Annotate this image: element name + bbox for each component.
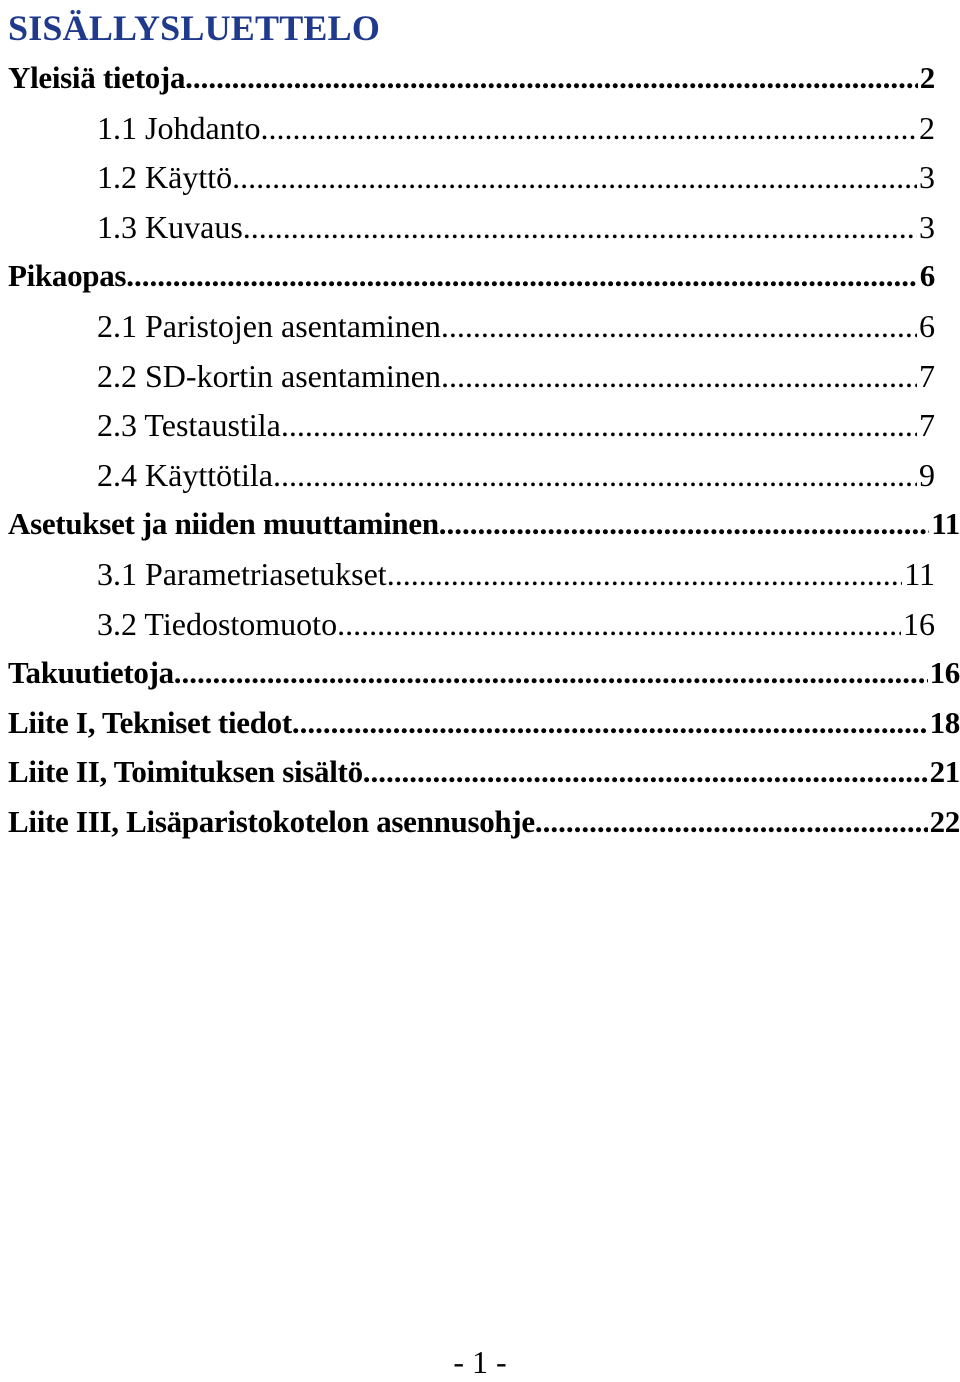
toc-entry-page: 3 <box>919 159 935 196</box>
toc-dot-leader <box>337 606 901 643</box>
toc-entry[interactable] <box>0 754 960 804</box>
toc-dot-leader <box>261 110 917 147</box>
toc-entry-label: 2.2 SD-kortin asentaminen <box>97 357 441 394</box>
toc-entry-page: 3 <box>919 208 935 245</box>
toc-entry[interactable] <box>0 506 960 556</box>
toc-entry-label: 1.2 Käyttö <box>97 159 233 196</box>
toc-entry-page: 21 <box>929 754 960 790</box>
toc-entry-page: 2 <box>919 109 935 146</box>
toc-dot-leader <box>439 506 930 542</box>
table-of-contents <box>0 60 960 854</box>
toc-entry-label: Takuutietoja <box>8 655 174 691</box>
toc-entry-page: 11 <box>931 506 960 542</box>
toc-dot-leader <box>126 258 918 294</box>
toc-entry-label: Asetukset ja niiden muuttaminen <box>8 506 439 542</box>
toc-dot-leader <box>441 358 917 395</box>
toc-dot-leader <box>273 457 917 494</box>
toc-entry-page: 6 <box>919 258 935 294</box>
toc-entry-label: 1.3 Kuvaus <box>97 208 243 245</box>
toc-entry-page: 16 <box>903 605 935 642</box>
page-number: - 1 - <box>453 1344 507 1380</box>
toc-entry-page: 9 <box>919 456 935 493</box>
toc-entry[interactable] <box>0 705 960 755</box>
toc-entry-page: 7 <box>919 357 935 394</box>
toc-entry-label: Liite III, Lisäparistokotelon asennusohje <box>8 803 535 839</box>
toc-entry[interactable] <box>0 159 960 209</box>
toc-dot-leader <box>185 60 918 96</box>
toc-dot-leader <box>441 308 917 345</box>
toc-dot-leader <box>363 754 928 790</box>
toc-entry[interactable] <box>0 407 960 457</box>
toc-entry-page: 11 <box>904 555 935 592</box>
toc-entry-label: Liite I, Tekniset tiedot <box>8 704 292 740</box>
toc-dot-leader <box>535 804 928 840</box>
toc-entry[interactable] <box>0 556 960 606</box>
toc-entry[interactable] <box>0 655 960 705</box>
toc-entry-label: Yleisiä tietoja <box>8 60 186 95</box>
toc-entry-page: 18 <box>929 704 960 740</box>
toc-entry[interactable] <box>0 60 960 110</box>
toc-entry[interactable] <box>0 457 960 507</box>
toc-entry-label: 2.1 Paristojen asentaminen <box>97 307 441 344</box>
toc-dot-leader <box>281 407 917 444</box>
toc-dot-leader <box>232 159 917 196</box>
toc-dot-leader <box>174 655 928 691</box>
toc-entry-page: 7 <box>919 407 935 444</box>
toc-dot-leader <box>292 705 928 741</box>
toc-dot-leader <box>243 209 917 246</box>
toc-entry[interactable] <box>0 606 960 656</box>
toc-entry[interactable] <box>0 258 960 308</box>
toc-entry-label: 1.1 Johdanto <box>97 109 261 146</box>
toc-title: SISÄLLYSLUETTELO <box>8 8 381 48</box>
toc-entry-label: 3.2 Tiedostomuoto <box>97 605 338 642</box>
toc-entry[interactable] <box>0 209 960 259</box>
toc-entry-label: Liite II, Toimituksen sisältö <box>8 754 363 790</box>
toc-entry-label: 2.4 Käyttötila <box>97 456 273 493</box>
toc-entry-label: 2.3 Testaustila <box>97 407 281 444</box>
toc-entry-label: 3.1 Parametriasetukset <box>97 555 387 592</box>
toc-entry-page: 6 <box>919 307 935 344</box>
toc-dot-leader <box>387 556 903 593</box>
toc-entry-page: 22 <box>929 803 960 839</box>
toc-entry[interactable] <box>0 804 960 854</box>
toc-entry-label: Pikaopas <box>8 258 127 294</box>
toc-entry[interactable] <box>0 110 960 160</box>
toc-entry-page: 16 <box>929 655 960 691</box>
toc-entry[interactable] <box>0 308 960 358</box>
toc-entry[interactable] <box>0 358 960 408</box>
toc-entry-page: 2 <box>919 60 935 95</box>
